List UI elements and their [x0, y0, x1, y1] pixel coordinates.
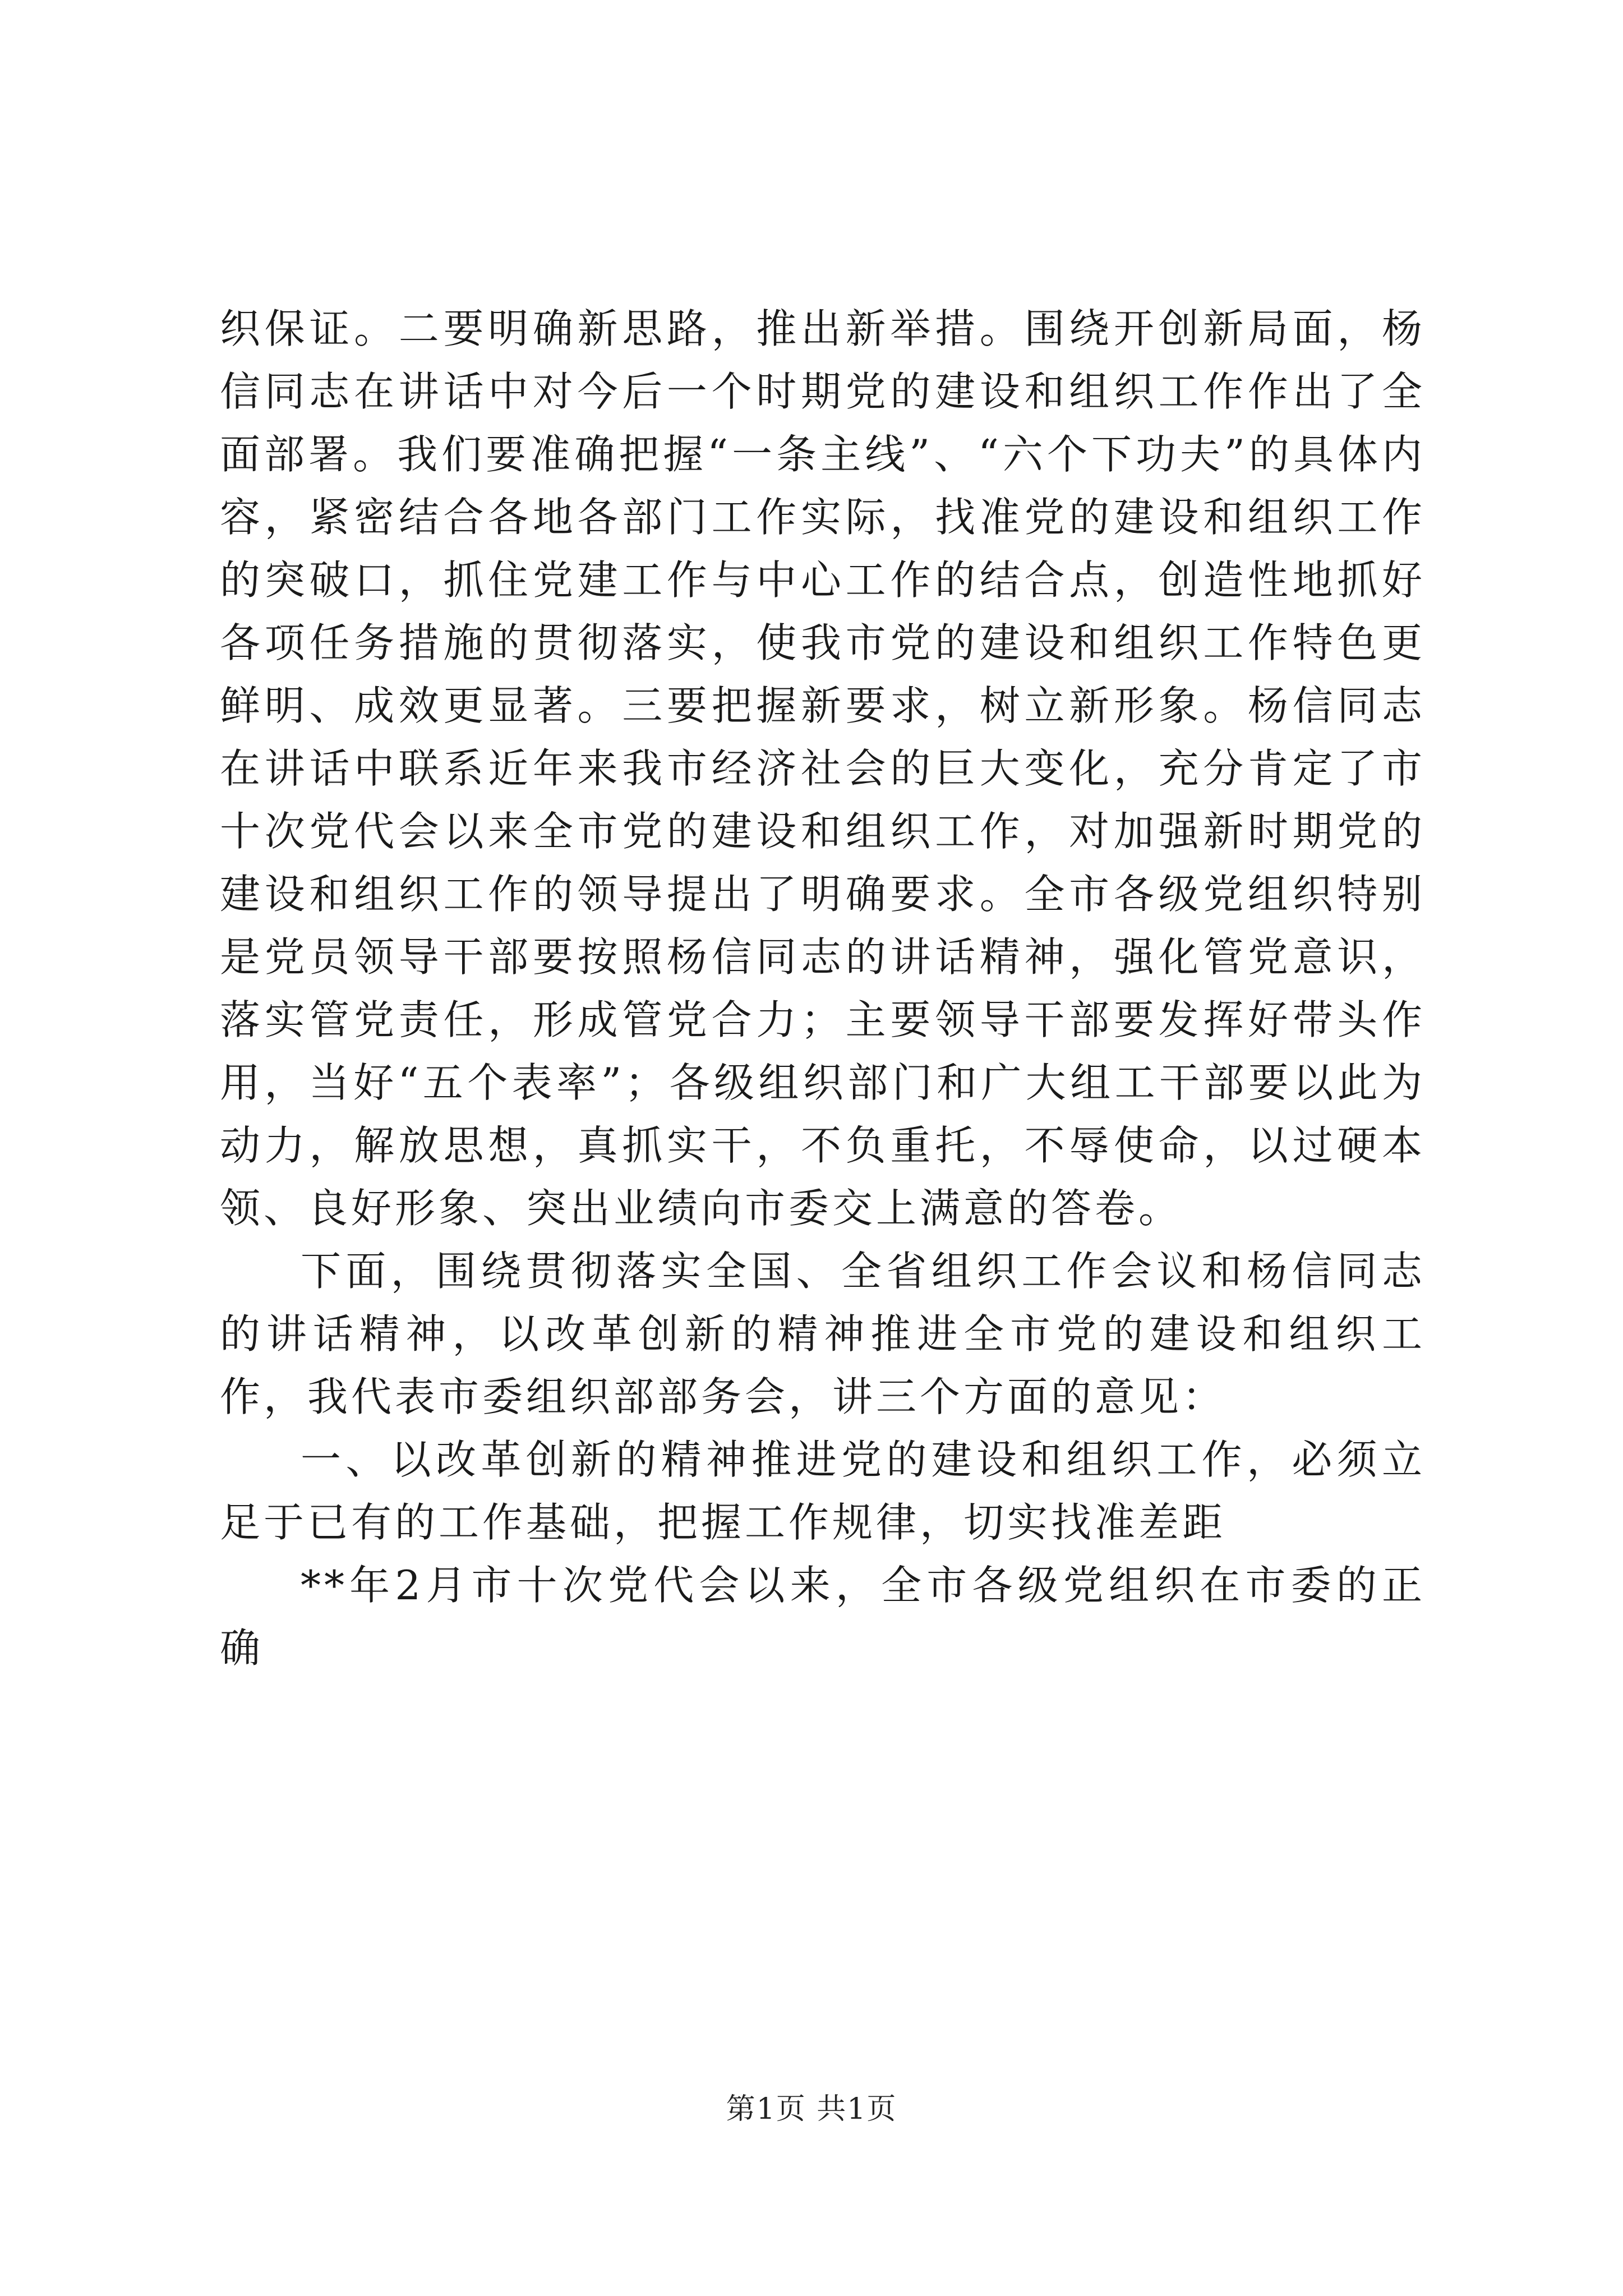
paragraph-continuation: 织保证。二要明确新思路，推出新举措。围绕开创新局面，杨信同志在讲话中对今后一个时期党的建设和组织工作作出了全面部署。我们要准确把握“一条主线”、“六个下功夫”的具体内容，紧密结合各地各部门工作实际，找准党的建设和组织工作的突破口，抓住党建工作与中心工作的结合点，创造性地抓好各项任务措施的贯彻落实，使我市党的建设和组织工作特色更鲜明、成效更显著。三要把握新要求，树立新形象。杨信同志在讲话中联系近年来我市经济社会的巨大变化，充分肯定了市十次党代会以来全市党的建设和组织工作，对加强新时期党的建设和组织工作的领导提出了明确要求。全市各级党组织特别是党员领导干部要按照杨信同志的讲话精神，强化管党意识，落实管党责任，形成管党合力；主要领导干部要发挥好带头作用，当好“五个表率”；各级组织部门和广大组工干部要以此为动力，解放思想，真抓实干，不负重托，不辱使命，以过硬本领、良好形象、突出业绩向市委交上满意的答卷。: [220, 305, 1426, 1232]
page-footer: 第1页 共1页: [726, 2092, 897, 2126]
paragraph-intro-opinions: 下面，围绕贯彻落实全国、全省组织工作会议和杨信同志的讲话精神，以改革创新的精神推进全市党的建设和组织工作，我代表市委组织部部务会，讲三个方面的意见：: [220, 1248, 1426, 1420]
document-body: [220, 297, 1426, 1680]
section-heading-one: 一、以改革创新的精神推进党的建设和组织工作，必须立足于已有的工作基础，把握工作规律，切实找准差距: [220, 1436, 1426, 1546]
paragraph-section-one-start: **年2月市十次党代会以来，全市各级党组织在市委的正确: [220, 1562, 1426, 1672]
